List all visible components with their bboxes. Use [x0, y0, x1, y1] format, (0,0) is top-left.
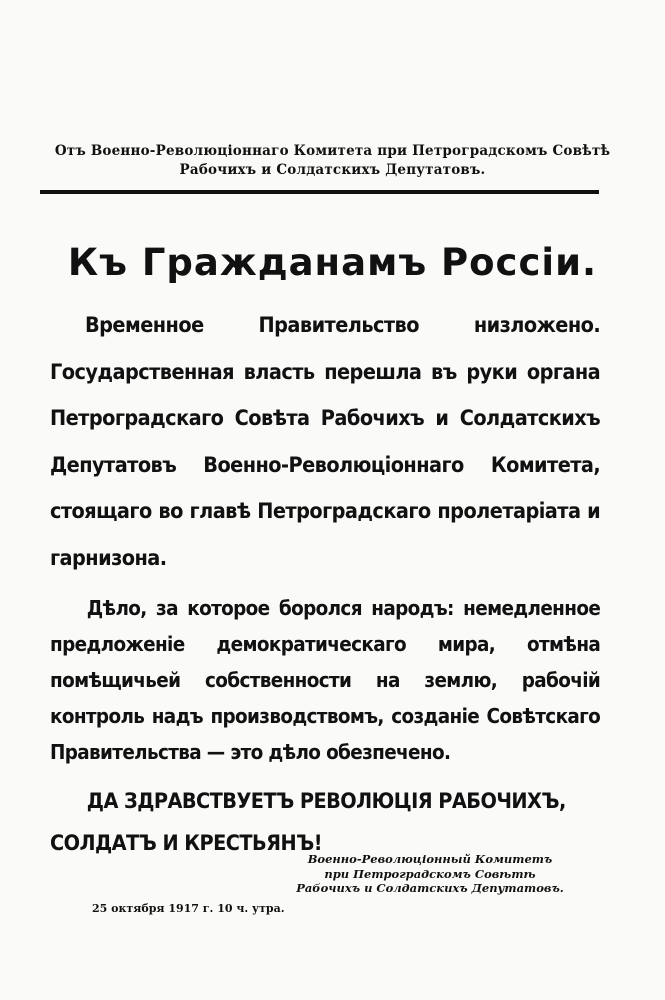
header-line-1: Отъ Военно-Революціоннаго Комитета при Петроградскомъ Совѣтѣ: [54, 143, 611, 159]
signature-block: [240, 852, 620, 896]
signature-line-2: при Петроградскомъ Совѣтѣ: [324, 866, 536, 881]
date-line: 25 октября 1917 г. 10 ч. утра.: [92, 902, 285, 915]
signature-line-1: Военно-Революціонный Комитетъ: [307, 852, 553, 866]
signature-line-3: Рабочихъ и Солдатскихъ Депутатовъ.: [296, 881, 564, 895]
paragraph-1: Временное Правительство низложено. Государственная власть перешла въ руки органа Петроградскаго Совѣта Рабочихъ и Солдатскихъ Депутатовъ Военно-Революціоннаго Комитета, стоящаго во главѣ Петроградскаго пролетаріата и гарнизона.: [50, 313, 601, 570]
header: [40, 142, 625, 180]
header-line-2: Рабочихъ и Солдатскихъ Депутатовъ.: [179, 162, 486, 178]
slogan: ДА ЗДРАВСТВУЕТЪ РЕВОЛЮЦІЯ РАБОЧИХЪ, СОЛДАТЪ И КРЕСТЬЯНЪ!: [50, 789, 566, 855]
paragraph-2: Дѣло, за которое боролся народъ: немедленное предложеніе демократическаго мира, отмѣна помѣщичьей собственности на землю, рабочій контроль надъ производствомъ, созданіе Совѣтскаго Правительства — это дѣло обезпечено.: [50, 596, 601, 764]
page-title: Къ Гражданамъ Россіи.: [67, 241, 598, 284]
header-divider: [40, 190, 599, 194]
body: [50, 302, 600, 581]
